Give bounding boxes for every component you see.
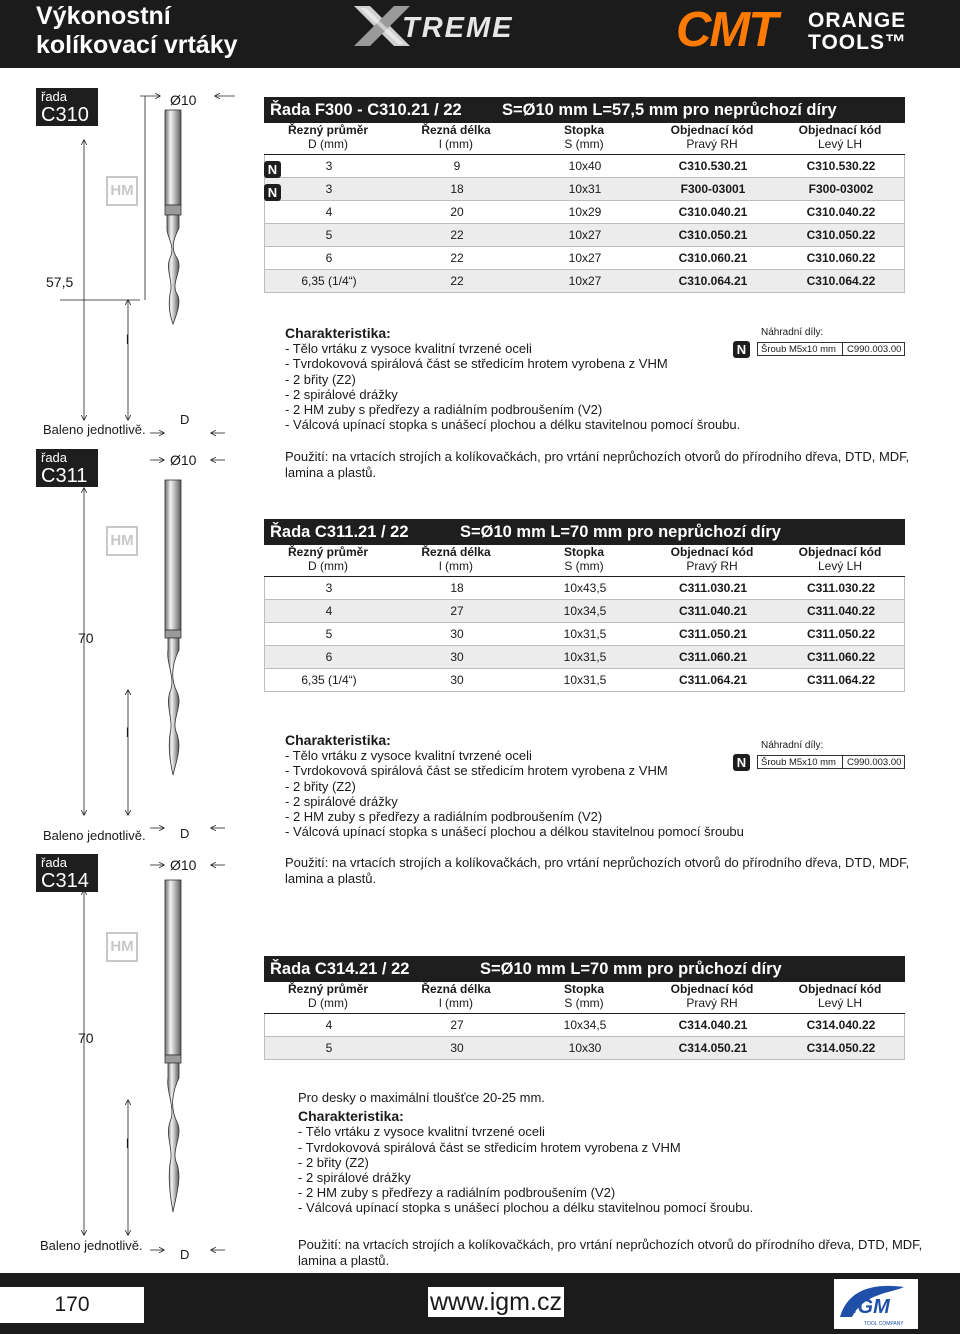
table-row: 6,35 (1/4“) 22 10x27 C310.064.21 C310.064.22 <box>264 270 905 293</box>
shank-diameter-label: Ø10 <box>170 857 197 873</box>
new-badge: N <box>733 754 750 771</box>
usage-text: Použití: na vrtacích strojích a kolíkovačkách, pro vrtání neprůchozích otvorů do přírodního dřeva, DTD, MDF, lamina a plastů. <box>285 855 910 886</box>
col-header-code-lh: Objednací kód Levý LH <box>798 545 882 573</box>
table-row: 6,35 (1/4“) 30 10x31,5 C311.064.21 C311.064.22 <box>264 669 905 692</box>
column-headers <box>264 123 905 155</box>
col-header-length: Řezná délka l (mm) <box>421 545 491 573</box>
series-badge-c310 <box>36 88 98 126</box>
board-thickness-note: Pro desky o maximální tloušťce 20-25 mm. <box>298 1090 545 1105</box>
characteristics-c314 <box>298 1090 753 1216</box>
new-badge: N <box>264 161 281 178</box>
characteristic-line: - 2 spirálové drážky <box>285 793 398 809</box>
table-row: 3 18 10x43,5 C311.030.21 C311.030.22 <box>264 577 905 600</box>
series-code: C314 <box>41 870 89 892</box>
series-label: řada <box>41 855 68 870</box>
spare-part-row <box>757 755 905 769</box>
length-label: 70 <box>78 630 94 646</box>
characteristic-line: - Tělo vrtáku z vysoce kvalitní tvrzené oceli <box>285 341 532 357</box>
table-row: 5 30 10x31,5 C311.050.21 C311.050.22 <box>264 623 905 646</box>
col-header-length: Řezná délka l (mm) <box>421 982 491 1010</box>
characteristic-line: - Válcová upínací stopka s unášecí plochou a délku stavitelnou pomocí šroubu. <box>285 417 741 433</box>
table-row: 4 20 10x29 C310.040.21 C310.040.22 <box>264 201 905 224</box>
table-spec: S=Ø10 mm L=70 mm pro průchozí díry <box>480 960 782 978</box>
characteristic-line: - Tvrdokovová spirálová část se středicím hrotem vyrobena z VHM <box>285 356 668 372</box>
series-label: řada <box>41 450 68 465</box>
product-table-c311 <box>264 519 905 692</box>
col-header-code-lh: Objednací kód Levý LH <box>798 982 882 1010</box>
cutting-length-label: l <box>126 332 129 347</box>
shank-diameter-label: Ø10 <box>170 452 197 468</box>
spare-part-code: C990.003.00 <box>843 342 905 356</box>
characteristic-line: - Válcová upínací stopka s unášecí plochou a délkou stavitelnou pomocí šroubu <box>285 824 744 840</box>
diameter-label: D <box>180 826 190 841</box>
column-headers <box>264 545 905 577</box>
spare-part-screw: Šroub M5x10 mm <box>757 755 843 769</box>
table-row: 3 9 10x40 C310.530.21 C310.530.22 <box>264 155 905 178</box>
col-header-code-rh: Objednací kód Pravý RH <box>670 982 754 1010</box>
characteristic-line: - 2 spirálové drážky <box>285 386 398 402</box>
characteristic-line: - 2 spirálové drážky <box>298 1170 411 1186</box>
new-badge: N <box>733 341 750 358</box>
spare-part-code: C990.003.00 <box>843 755 905 769</box>
hm-badge: HM <box>106 176 138 206</box>
product-table-c310 <box>264 97 905 293</box>
table-row: 3 18 10x31 F300-03001 F300-03002 <box>264 178 905 201</box>
characteristic-line: - 2 břity (Z2) <box>285 371 356 387</box>
spare-part-screw: Šroub M5x10 mm <box>757 342 843 356</box>
xtreme-logo-text: TREME <box>402 12 514 44</box>
cutting-length-label: l <box>126 725 129 740</box>
table-row: 4 27 10x34,5 C311.040.21 C311.040.22 <box>264 600 905 623</box>
packaging-note: Baleno jednotlivě. <box>43 422 146 437</box>
page-number: 170 <box>0 1287 144 1323</box>
characteristic-line: - Válcová upínací stopka s unášecí plochou a délku stavitelnou pomocí šroubu. <box>298 1200 754 1216</box>
col-header-code-lh: Objednací kód Levý LH <box>798 123 882 151</box>
orange-tools-logo <box>808 10 907 54</box>
title-line-2: kolíkovací vrtáky <box>36 31 238 59</box>
characteristics-c311 <box>285 733 744 839</box>
hm-badge: HM <box>106 932 138 962</box>
cmt-logo: CMT <box>676 3 777 57</box>
characteristic-line: - Tvrdokovová spirálová část se středicím hrotem vyrobena z VHM <box>285 763 668 779</box>
igm-logo <box>834 1279 918 1329</box>
table-spec: S=Ø10 mm L=70 mm pro neprůchozí díry <box>460 523 781 541</box>
packaging-note: Baleno jednotlivě. <box>43 828 146 843</box>
table-header-bar <box>264 97 905 123</box>
drill-drawing-c310 <box>60 96 235 433</box>
series-label: řada <box>41 89 68 104</box>
orange-text: ORANGE <box>808 9 907 32</box>
characteristic-line: - Tvrdokovová spirálová část se středicím hrotem vyrobena z VHM <box>298 1139 681 1155</box>
characteristic-line: - 2 HM zuby s předřezy a radiálním podbroušením (V2) <box>285 402 603 418</box>
characteristics-title: Charakteristika: <box>285 325 391 341</box>
igm-tagline: TOOL COMPANY <box>864 1321 904 1327</box>
hm-badge: HM <box>106 526 138 556</box>
series-code: C310 <box>41 104 89 126</box>
spare-part-row <box>757 342 905 356</box>
col-header-code-rh: Objednací kód Pravý RH <box>670 123 754 151</box>
col-header-length: Řezná délka l (mm) <box>421 123 491 151</box>
table-row: 5 30 10x30 C314.050.21 C314.050.22 <box>264 1037 905 1060</box>
characteristic-line: - 2 HM zuby s předřezy a radiálním podbroušením (V2) <box>298 1185 616 1201</box>
spare-parts-title: Náhradní díly: <box>761 327 824 338</box>
table-series-title: Řada F300 - C310.21 / 22 <box>270 101 462 119</box>
packaging-note: Baleno jednotlivě. <box>40 1238 143 1253</box>
characteristics-title: Charakteristika: <box>285 732 391 748</box>
col-header-code-rh: Objednací kód Pravý RH <box>670 545 754 573</box>
series-badge-c311 <box>36 449 98 487</box>
characteristic-line: - 2 HM zuby s předřezy a radiálním podbroušením (V2) <box>285 809 603 825</box>
col-header-diameter: Řezný průměr D (mm) <box>287 123 369 151</box>
new-badge: N <box>264 184 281 201</box>
col-header-shank: Stopka S (mm) <box>563 123 604 151</box>
col-header-shank: Stopka S (mm) <box>563 545 604 573</box>
product-table-c314 <box>264 956 905 1060</box>
table-header-bar <box>264 519 905 545</box>
drill-drawing-c314 <box>84 865 225 1250</box>
length-label: 57,5 <box>46 274 74 290</box>
col-header-diameter: Řezný průměr D (mm) <box>287 545 369 573</box>
drill-drawing-c311 <box>84 460 225 828</box>
usage-text: Použití: na vrtacích strojích a kolíkovačkách, pro vrtání neprůchozích otvorů do přírodního dřeva, DTD, MDF, lamina a plastů. <box>285 449 910 480</box>
shank-diameter-label: Ø10 <box>170 92 197 108</box>
characteristics-c310 <box>285 326 740 432</box>
series-badge-c314 <box>36 854 98 892</box>
diameter-label: D <box>180 1247 190 1262</box>
page-footer <box>0 1273 960 1334</box>
website-link[interactable]: www.igm.cz <box>430 1288 562 1316</box>
igm-logo-text: IGM <box>852 1296 890 1318</box>
table-row: 4 27 10x34,5 C314.040.21 C314.040.22 <box>264 1014 905 1037</box>
column-headers <box>264 982 905 1014</box>
usage-text: Použití: na vrtacích strojích a kolíkovačkách, pro vrtání neprůchozích otvorů do přírodního dřeva, DTD, MDF, lamina a plastů. <box>298 1237 923 1268</box>
xtreme-logo <box>352 4 532 48</box>
table-row: 5 22 10x27 C310.050.21 C310.050.22 <box>264 224 905 247</box>
diameter-label: D <box>180 412 190 427</box>
cutting-length-label: l <box>126 1136 129 1151</box>
characteristic-line: - Tělo vrtáku z vysoce kvalitní tvrzené oceli <box>298 1124 545 1140</box>
spare-parts-title: Náhradní díly: <box>761 740 824 751</box>
table-series-title: Řada C311.21 / 22 <box>270 523 409 541</box>
length-label: 70 <box>78 1030 94 1046</box>
series-code: C311 <box>41 465 88 487</box>
title-line-1: Výkonostní <box>36 2 171 30</box>
characteristic-line: - 2 břity (Z2) <box>298 1154 369 1170</box>
col-header-shank: Stopka S (mm) <box>563 982 604 1010</box>
table-header-bar <box>264 956 905 982</box>
tools-text: TOOLS™ <box>808 31 907 54</box>
table-row: 6 30 10x31,5 C311.060.21 C311.060.22 <box>264 646 905 669</box>
characteristics-title: Charakteristika: <box>298 1108 404 1125</box>
characteristic-line: - 2 břity (Z2) <box>285 778 356 794</box>
col-header-diameter: Řezný průměr D (mm) <box>287 982 369 1010</box>
characteristic-line: - Tělo vrtáku z vysoce kvalitní tvrzené oceli <box>285 748 532 764</box>
table-spec: S=Ø10 mm L=57,5 mm pro neprůchozí díry <box>502 101 837 119</box>
table-row: 6 22 10x27 C310.060.21 C310.060.22 <box>264 247 905 270</box>
table-series-title: Řada C314.21 / 22 <box>270 960 410 978</box>
